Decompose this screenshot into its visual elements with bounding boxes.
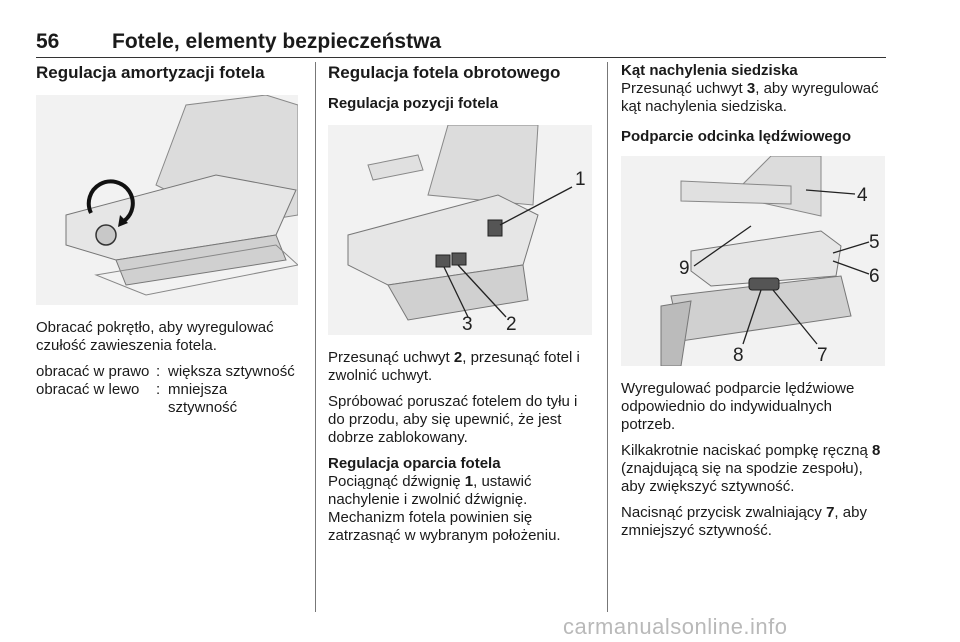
option-key: obracać w prawo [36, 363, 150, 380]
tilt-paragraph: Przesunąć uchwyt 3, aby wyregulować kąt nachylenia siedziska. [621, 80, 879, 115]
page-number: 56 [36, 30, 60, 53]
subheading-tilt: Kąt nachylenia siedziska [621, 62, 798, 79]
section-heading-damping: Regulacja amortyzacji fotela [36, 63, 265, 82]
lumbar-paragraph-3: Nacisnąć przycisk zwalniający 7, aby zmniejszyć sztywność. [621, 504, 867, 539]
damping-options-table [36, 363, 298, 417]
figure-label-7: 7 [817, 345, 828, 366]
subheading-backrest: Regulacja oparcia fotela [328, 455, 501, 472]
column-3 [621, 62, 889, 548]
lumbar-paragraph-1: Wyregulować podparcie lędźwiowe odpowiednio do indywidualnych potrzeb. [621, 380, 855, 433]
figure-label-2: 2 [506, 314, 517, 335]
seat-position-illustration [328, 125, 592, 335]
lumbar-support-illustration [621, 156, 885, 366]
position-paragraph-2: Spróbować poruszać fotelem do tyłu i do przodu, aby się upewnić, że jest dobrze zablokowany. [328, 393, 578, 446]
column-1 [36, 62, 298, 417]
backrest-paragraph: Pociągnąć dźwignię 1, ustawić nachylenie i zwolnić dźwignię. Mechanizm fotela powinien się zatrzasnąć w wybranym położeniu. [328, 473, 561, 544]
option-value: mniejsza sztywność [168, 381, 238, 416]
watermark: carmanualsonline.info [563, 614, 788, 639]
column-divider-2 [607, 62, 608, 612]
figure-label-6: 6 [869, 266, 880, 287]
figure-label-5: 5 [869, 232, 880, 253]
option-separator: : [156, 381, 161, 398]
figure-label-9: 9 [679, 258, 690, 279]
header-rule [36, 57, 886, 58]
option-row [36, 381, 298, 417]
seat-damping-illustration [36, 95, 298, 305]
column-2 [328, 62, 592, 553]
figure-label-1: 1 [575, 169, 586, 190]
column-divider-1 [315, 62, 316, 612]
subheading-position: Regulacja pozycji fotela [328, 95, 499, 112]
chapter-title: Fotele, elementy bezpieczeństwa [112, 30, 442, 53]
option-row [36, 363, 298, 381]
figure-label-4: 4 [857, 185, 868, 206]
lumbar-paragraph-2: Kilkakrotnie naciskać pompkę ręczną 8 (znajdującą się na spodzie zespołu), aby zwiększyć sztywność. [621, 442, 881, 495]
section-heading-swivel: Regulacja fotela obrotowego [328, 63, 561, 82]
figure-label-3: 3 [462, 314, 473, 335]
option-separator: : [156, 363, 161, 380]
option-value: większa sztywność [168, 363, 295, 380]
position-paragraph-1: Przesunąć uchwyt 2, przesunąć fotel i zwolnić uchwyt. [328, 349, 580, 384]
subheading-lumbar: Podparcie odcinka lędźwiowego [621, 128, 852, 145]
option-key: obracać w lewo [36, 381, 140, 398]
damping-paragraph: Obracać pokrętło, aby wyregulować czułość zawieszenia fotela. [36, 319, 274, 354]
figure-label-8: 8 [733, 345, 744, 366]
